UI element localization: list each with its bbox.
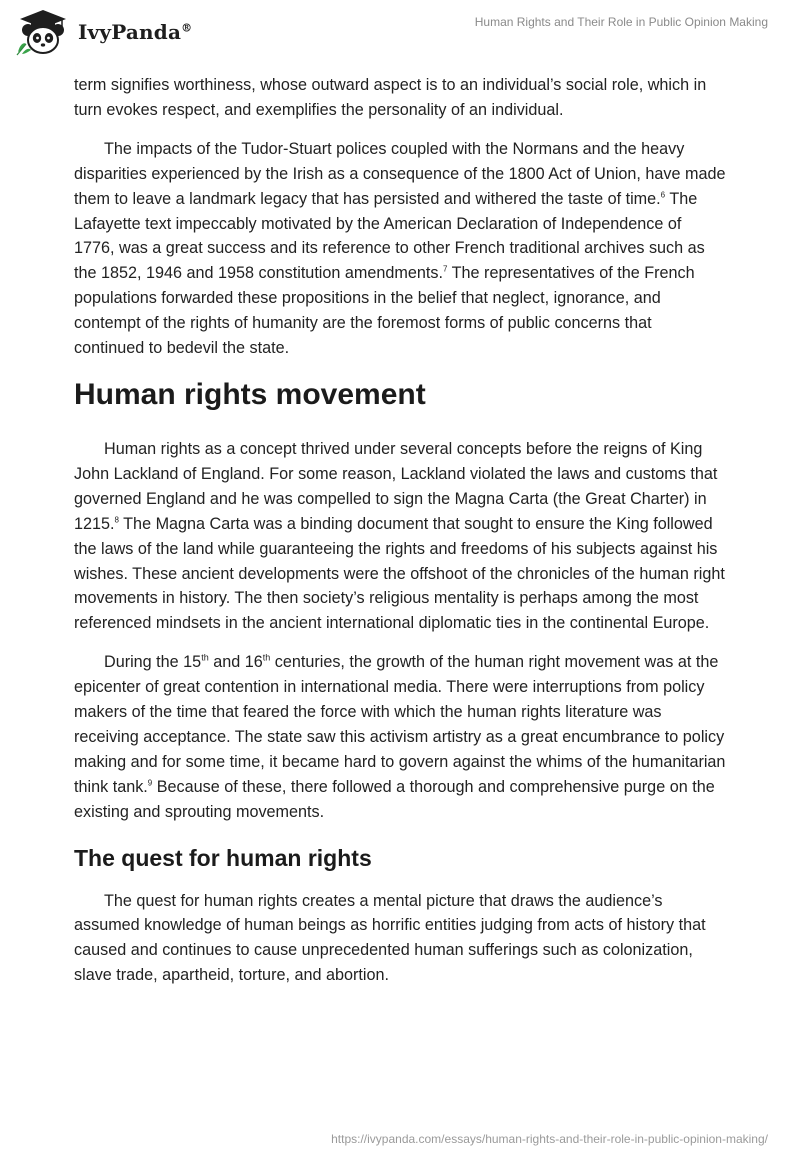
footnote-ref-7[interactable]: 7 [443, 264, 448, 274]
paragraph-magna-carta [74, 437, 726, 636]
brand-text: IvyPanda [78, 20, 182, 44]
ordinal-suffix: th [262, 652, 271, 663]
text-run: Because of these, there followed a thorough and comprehensive purge on the existing and sprouting movements. [74, 777, 715, 821]
paragraph-tudor-stuart [74, 137, 726, 361]
text-run: The representatives of the French populations forwarded these propositions in the belief that neglect, ignorance, and contempt of the rights of humanity are the foremost forms of public concerns that continued to bedevil the state. [74, 264, 695, 358]
essay-content [74, 73, 726, 1002]
paragraph-quest: The quest for human rights creates a mental picture that draws the audience’s assumed knowledge of human beings as horrific entities judging from acts of history that caused and continues to cause unprecedented human sufferings such as colonization, slave trade, apartheid, torture, and abortion. [74, 891, 706, 985]
text-run: centuries, the growth of the human right movement was at the epicenter of great contention in international media. There were interruptions from policy makers of the time that feared the force with which the human rights literature was receiving acceptance. The state saw this activism artistry as a great encumbrance to policy making and for some time, it became hard to govern against the whims of the humanitarian think tank. [74, 653, 726, 796]
footnote-ref-9[interactable]: 9 [147, 778, 153, 788]
heading-human-rights-movement: Human rights movement [74, 377, 426, 411]
paragraph-centuries [74, 650, 726, 824]
text-run: and 16 [208, 653, 263, 672]
text-run: Human rights as a concept thrived under several concepts before the reigns of King John Lackland of England. For some reason, Lackland violated the laws and customs that governed England and he was compelled to sign the Magna Carta (the Great Charter) in 1215. [74, 439, 718, 533]
text-run: The Lafayette text impeccably motivated by the American Declaration of Independence of 1776, was a great success and its reference to other French traditional archives such as the 1852, 1946 and 1958 constitution amendments. [74, 189, 705, 283]
footnote-ref-6[interactable]: 6 [660, 190, 666, 200]
text-run: During the 15 [104, 653, 202, 672]
panda-graduate-icon [14, 8, 72, 56]
registered-mark: ® [181, 21, 193, 35]
heading-quest-for-human-rights: The quest for human rights [74, 844, 372, 871]
document-title: Human Rights and Their Role in Public Opinion Making [474, 15, 768, 29]
footnote-ref-8[interactable]: 8 [114, 515, 119, 525]
text-run: The Magna Carta was a binding document that sought to ensure the King followed the laws of the land while guaranteeing the rights and freedoms of his subjects against his wishes. These ancient developments were the offshoot of the chronicles of the human right movements in history. The then society’s religious mentality is perhaps among the most referenced mindsets in the ancient international diplomatic ties in the continental Europe. [74, 514, 725, 633]
text-run: The impacts of the Tudor-Stuart polices coupled with the Normans and the heavy disparities experienced by the Irish as a consequence of the 1800 Act of Union, have made them to leave a landmark legacy that has persisted and withered the taste of time. [74, 139, 726, 208]
source-url[interactable]: https://ivypanda.com/essays/human-rights-and-their-role-in-public-opinion-making/ [331, 1132, 768, 1146]
ivypanda-logo[interactable] [14, 8, 192, 56]
page-header [0, 0, 800, 64]
ordinal-suffix: th [201, 652, 209, 663]
brand-name [78, 20, 192, 44]
paragraph-continued: term signifies worthiness, whose outward aspect is to an individual’s social role, which in turn evokes respect, and exemplifies the personality of an individual. [74, 76, 707, 119]
